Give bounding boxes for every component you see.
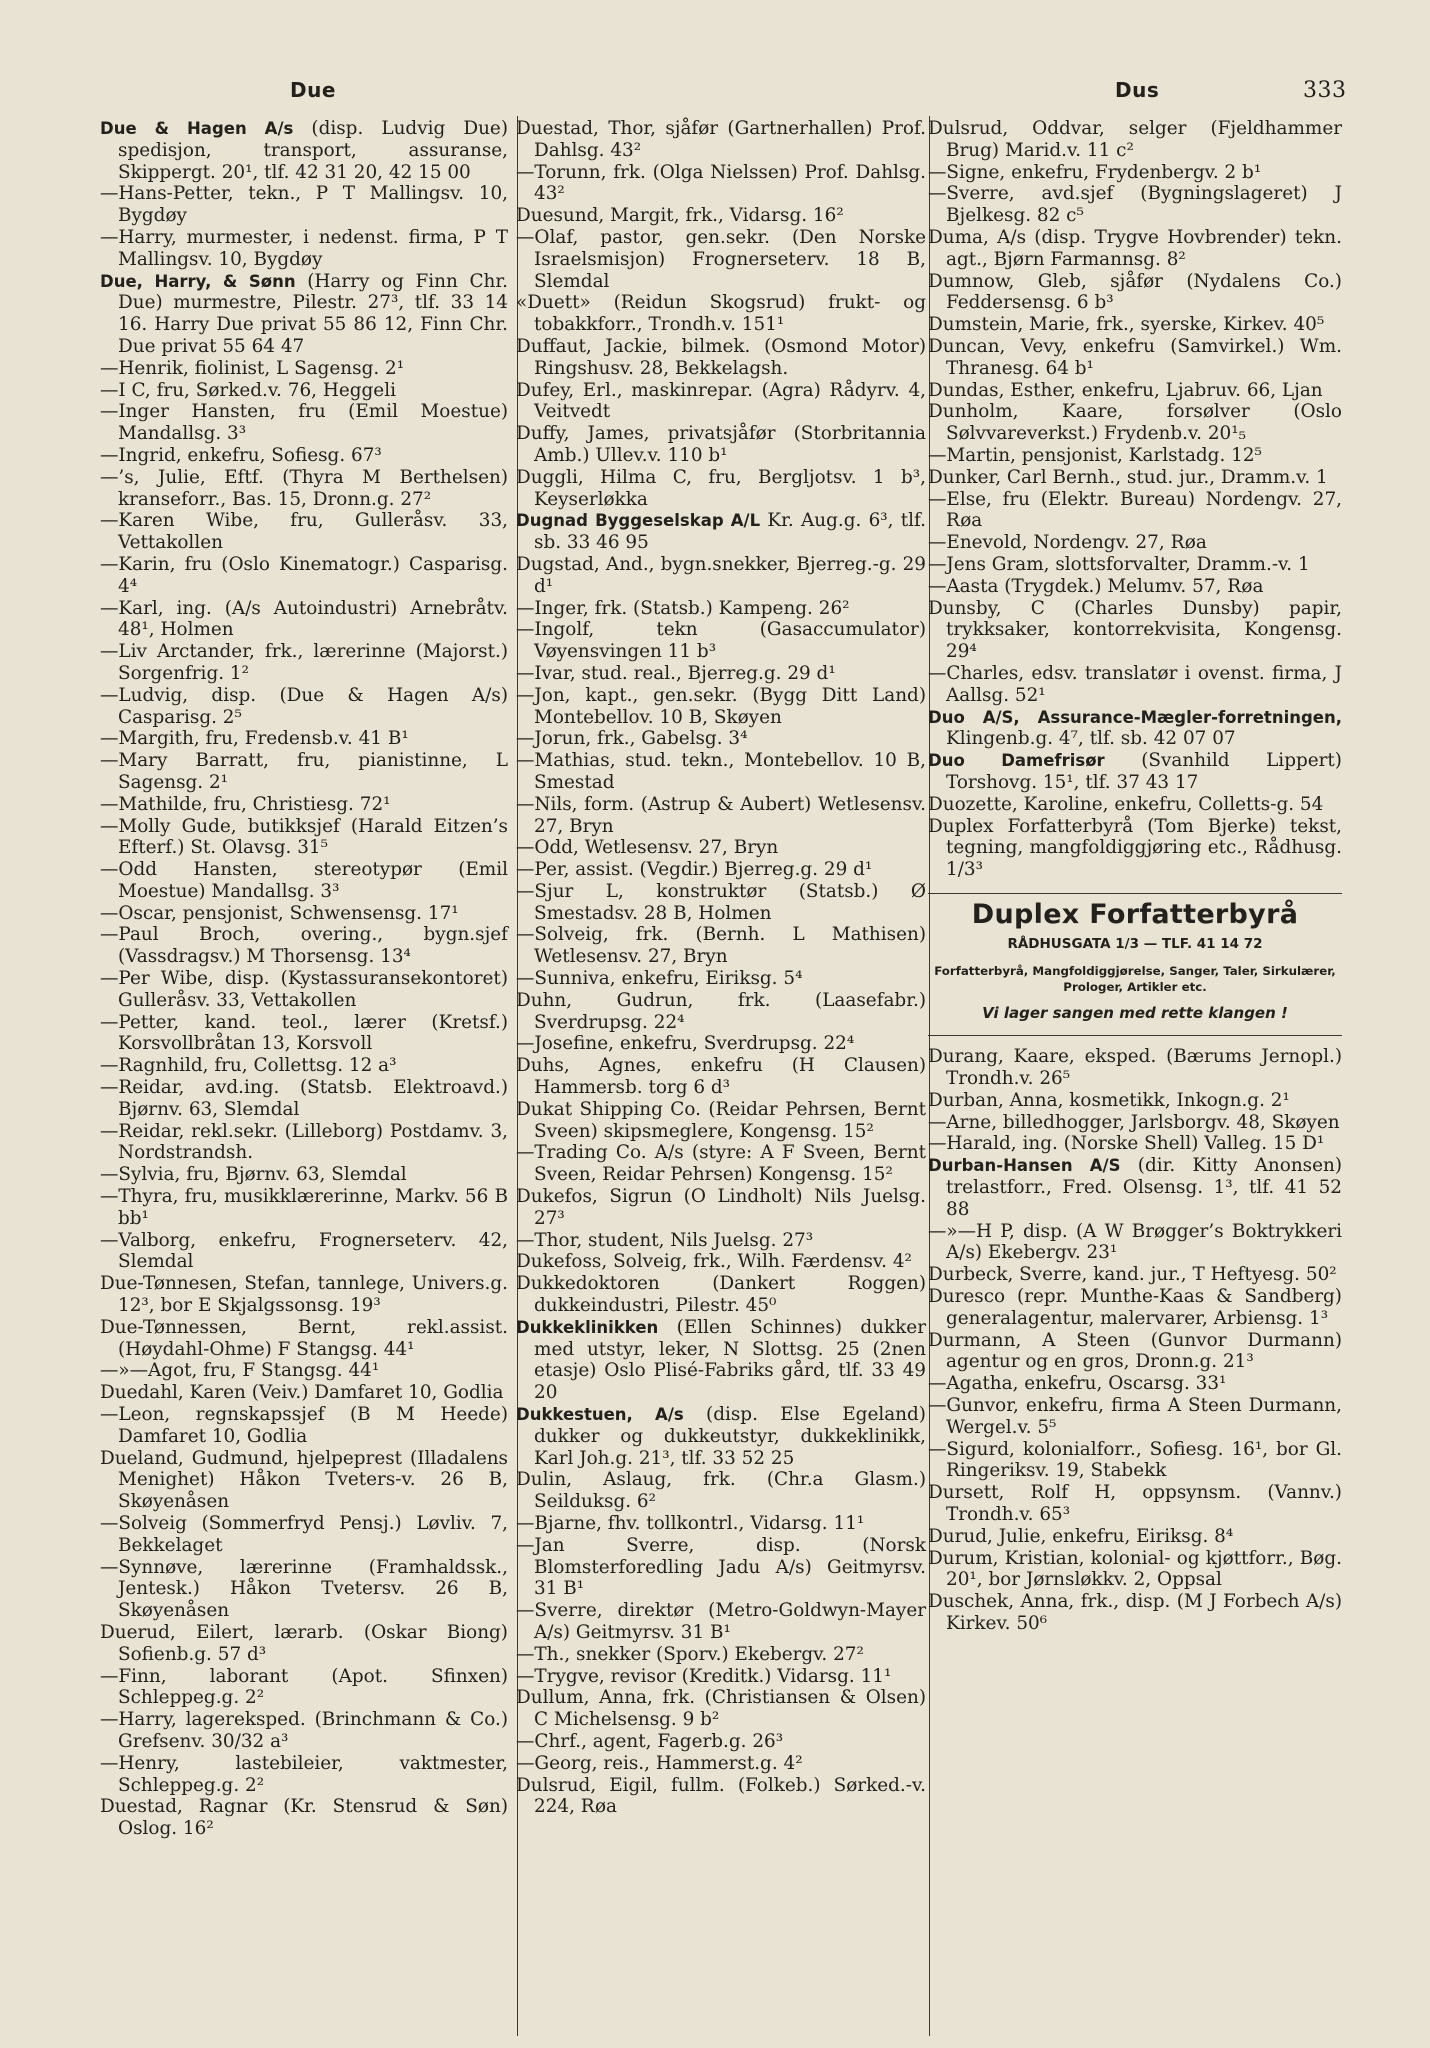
entry-text: Dundas, Esther, enkefru, Ljabruv. 66, Ljan	[928, 379, 1323, 401]
directory-entry	[100, 794, 508, 816]
directory-entry	[928, 1330, 1342, 1374]
entry-text: Dullum, Anna, frk. (Christiansen & Olsen) C Michelsensg. 9 b²	[516, 1687, 926, 1731]
column-3	[928, 118, 1342, 1635]
directory-entry	[100, 1360, 508, 1382]
directory-entry	[100, 271, 508, 358]
page-number: 333	[1303, 78, 1347, 103]
directory-entry	[928, 401, 1342, 445]
entry-text: Durang, Kaare, eksped. (Bærums Jernopl.) Trondh.v. 26⁵	[928, 1046, 1342, 1090]
entry-text: —Leon, regnskapssjef (B M Heede) Damfaret 10, Godlia	[100, 1404, 508, 1447]
directory-entry	[100, 1513, 508, 1557]
directory-entry	[516, 380, 926, 424]
directory-entry	[100, 467, 508, 511]
directory-entry	[928, 445, 1342, 467]
entry-text: —Solveig, frk. (Bernh. L Mathisen) Wetlesensv. 27, Bryn	[516, 924, 926, 968]
entry-text: —Th., snekker (Sporv.) Ekebergv. 27²	[516, 1643, 864, 1665]
entry-text: —Charles, edsv. translatør i ovenst. firma, J Aallsg. 52¹	[928, 662, 1342, 706]
entry-text: —Molly Gude, butikksjef (Harald Eitzen’s Efterf.) St. Olavsg. 31⁵	[100, 815, 508, 859]
entry-bold-name: Due, Harry, & Sønn	[100, 271, 296, 291]
directory-entry	[100, 554, 508, 598]
directory-entry	[516, 292, 926, 336]
entry-text: Klingenb.g. 4⁷, tlf. sb. 42 07 07	[946, 728, 1236, 750]
directory-entry	[516, 1251, 926, 1273]
entry-text: —Jens Gram, slottsforvalter, Dramm.-v. 1	[928, 553, 1310, 575]
directory-entry	[516, 881, 926, 925]
entry-text: —Aasta (Trygdek.) Melumv. 57, Røa	[928, 575, 1264, 597]
directory-entry	[516, 968, 926, 990]
entry-text: Duschek, Anna, frk., disp. (M J Forbech A/s) Kirkev. 50⁶	[928, 1591, 1342, 1634]
entry-text: Dukkedoktoren (Dankert Roggen) dukkeindustri, Pilestr. 45⁰	[516, 1273, 926, 1317]
directory-entry	[516, 1600, 926, 1644]
directory-entry	[100, 380, 508, 402]
directory-entry	[100, 445, 508, 467]
directory-entry	[516, 859, 926, 881]
entry-text: —Henrik, fiolinist, L Sagensg. 2¹	[100, 357, 405, 379]
entry-text: —Per Wibe, disp. (Kystassuransekontoret) Gulleråsv. 33, Vettakollen	[100, 968, 508, 1011]
header-left-keyword: Due	[290, 78, 336, 102]
entry-bold-name: Duo A/S, Assurance-Mægler-forretningen,	[928, 707, 1342, 727]
entry-text: Dumstein, Marie, frk., syerske, Kirkev. 40⁵	[928, 314, 1325, 336]
directory-entry	[928, 794, 1342, 816]
entry-text: —Ragnhild, fru, Collettsg. 12 a³	[100, 1055, 397, 1077]
directory-entry	[100, 1753, 508, 1797]
entry-text: —Else, fru (Elektr. Bureau) Nordengv. 27, Røa	[928, 488, 1342, 532]
entry-text: Dursett, Rolf H, oppsynsm. (Vannv.) Trondh.v. 65³	[928, 1482, 1342, 1526]
entry-text: Duncan, Vevy, enkefru (Samvirkel.) Wm. Thranesg. 64 b¹	[928, 335, 1342, 379]
column-3-bottom	[928, 1046, 1342, 1635]
entry-text: —Harry, murmester, i nedenst. firma, P T Mallingsv. 10, Bygdøy	[100, 226, 508, 270]
directory-entry	[100, 1317, 508, 1361]
directory-entry	[928, 576, 1342, 598]
entry-text: Dulsrud, Oddvar, selger (Fjeldhammer Brug) Marid.v. 11 c²	[928, 118, 1342, 161]
directory-entry	[516, 467, 926, 511]
directory-entry	[928, 183, 1342, 227]
entry-text: —Odd Hansten, stereotypør (Emil Moestue) Mandallsg. 3³	[100, 859, 508, 902]
directory-entry	[100, 685, 508, 729]
directory-entry	[516, 1469, 926, 1513]
entry-text: (Svanhild Lippert) Torshovg. 15¹, tlf. 37 43 17	[946, 750, 1342, 793]
entry-text: Duestad, Thor, sjåfør (Gartnerhallen) Prof. Dahlsg. 43²	[516, 118, 926, 161]
directory-entry	[516, 1731, 926, 1753]
entry-text: —Hans-Petter, tekn., P T Mallingsv. 10, Bygdøy	[100, 183, 508, 227]
entry-bold-name: Duo Damefrisør	[928, 751, 1105, 771]
entry-text: —Paul Broch, overing., bygn.sjef (Vassdragsv.) M Thorsensg. 13⁴	[100, 924, 508, 968]
entry-text: —Ingrid, enkefru, Sofiesg. 67³	[100, 444, 382, 466]
ad-description: Forfatterbyrå, Mangfoldiggjørelse, Sanger, Taler, Sirkulærer, Prologer, Artikler etc.	[934, 964, 1336, 995]
entry-bold-name: Durban-Hansen A/S	[928, 1156, 1121, 1176]
entry-text: Duma, A/s (disp. Trygve Hovbrender) tekn. agt., Bjørn Farmannsg. 8²	[928, 226, 1342, 270]
directory-entry	[928, 1548, 1342, 1592]
directory-entry	[100, 401, 508, 445]
entry-text: —Henry, lastebileier, vaktmester, Schleppeg.g. 2²	[100, 1752, 508, 1796]
column-2	[516, 118, 926, 1818]
directory-entry	[928, 380, 1342, 402]
entry-text: —Mathias, stud. tekn., Montebellov. 10 B, Smestad	[516, 750, 926, 793]
entry-text: —Sverre, avd.sjef (Bygningslageret) J Bjelkesg. 82 c⁵	[928, 183, 1342, 227]
directory-entry	[100, 1796, 508, 1840]
entry-text: —Jon, kapt., gen.sekr. (Bygg Ditt Land) Montebellov. 10 B, Skøyen	[516, 684, 926, 728]
ad-slogan: Vi lager sangen med rette klangen !	[982, 1004, 1288, 1023]
directory-entry	[516, 162, 926, 206]
duplex-advertisement	[928, 893, 1342, 1036]
entry-text: —Josefine, enkefru, Sverdrupsg. 22⁴	[516, 1033, 855, 1055]
ad-address: RÅDHUSGATA 1/3 — TLF. 41 14 72	[1007, 935, 1263, 952]
directory-entry	[928, 1046, 1342, 1090]
entry-text: —Bjarne, fhv. tollkontrl., Vidarsg. 11¹	[516, 1513, 865, 1534]
directory-entry	[928, 1090, 1342, 1112]
entry-text: «Duett» (Reidun Skogsrud) frukt- og tobakkforr., Trondh.v. 151¹	[516, 292, 926, 336]
entry-text: Dunsby, C (Charles Dunsby) papir, trykksaker, kontorrekvisita, Kongensg. 29⁴	[928, 597, 1342, 663]
entry-text: —I C, fru, Sørked.v. 76, Heggeli	[100, 379, 396, 401]
directory-entry	[516, 336, 926, 380]
entry-text: Dugstad, And., bygn.snekker, Bjerreg.-g. 29 d¹	[516, 553, 926, 597]
entry-text: —Agatha, enkefru, Oscarsg. 33¹	[928, 1373, 1227, 1395]
directory-entry	[516, 1186, 926, 1230]
directory-entry	[516, 598, 926, 620]
directory-entry	[516, 794, 926, 838]
entry-text: —»—H P, disp. (A W Brøgger’s Boktrykkeri A/s) Ekebergv. 23¹	[928, 1220, 1342, 1264]
directory-entry	[100, 1121, 508, 1165]
entry-text: Dunker, Carl Bernh., stud. jur., Dramm.v. 1	[928, 466, 1328, 488]
entry-text: —Chrf., agent, Fagerb.g. 26³	[516, 1730, 784, 1752]
directory-entry	[516, 1230, 926, 1252]
entry-text: (disp. Else Egeland) dukker og dukkeutstyr, dukkeklinikk, Karl Joh.g. 21³, tlf. 33 52 25	[534, 1404, 926, 1469]
directory-entry	[516, 1055, 926, 1099]
entry-text: —»—Agot, fru, F Stangsg. 44¹	[100, 1360, 380, 1382]
entry-text: —Synnøve, lærerinne (Framhaldssk., Jentesk.) Håkon Tvetersv. 26 B, Skøyenåsen	[100, 1556, 508, 1622]
entry-text: —Reidar, avd.ing. (Statsb. Elektroavd.) Bjørnv. 63, Slemdal	[100, 1077, 508, 1120]
entry-text: Duesund, Margit, frk., Vidarsg. 16²	[516, 205, 844, 227]
entry-text: —Ingolf, tekn (Gasaccumulator) Vøyensvingen 11 b³	[516, 619, 926, 663]
entry-text: Durum, Kristian, kolonial- og kjøttforr., Bøg. 20¹, bor Jørnsløkkv. 2, Oppsal	[928, 1547, 1342, 1591]
directory-entry	[516, 118, 926, 162]
entry-text: —Trygve, revisor (Kreditk.) Vidarsg. 11¹	[516, 1665, 892, 1687]
directory-entry	[928, 162, 1342, 184]
directory-entry	[516, 924, 926, 968]
entry-text: —Sjur L, konstruktør (Statsb.) Ø Smestadsv. 28 B, Holmen	[516, 880, 926, 924]
entry-text: —Mary Barratt, fru, pianistinne, L Sagensg. 2¹	[100, 750, 508, 793]
entry-text: Duozette, Karoline, enkefru, Colletts-g. 54	[928, 793, 1324, 815]
directory-entry	[100, 728, 508, 750]
directory-entry	[516, 510, 926, 554]
directory-entry	[100, 1077, 508, 1121]
directory-entry	[928, 1112, 1342, 1134]
directory-entry	[100, 1666, 508, 1710]
entry-text: Dukefoss, Solveig, frk., Wilh. Færdensv. 4²	[516, 1251, 912, 1273]
directory-entry	[928, 118, 1342, 162]
entry-text: Duerud, Eilert, lærarb. (Oskar Biong) Sofienb.g. 57 d³	[100, 1621, 508, 1665]
header-right-keyword: Dus	[1115, 78, 1160, 102]
directory-entry	[516, 663, 926, 685]
directory-entry	[516, 750, 926, 794]
directory-entry	[928, 1591, 1342, 1635]
entry-text: —Arne, billedhogger, Jarlsborgv. 48, Skøyen	[928, 1111, 1340, 1133]
directory-entry	[928, 227, 1342, 271]
entry-text: —Enevold, Nordengv. 27, Røa	[928, 532, 1207, 554]
directory-entry	[516, 685, 926, 729]
directory-entry	[100, 1012, 508, 1056]
entry-text: Due-Tønnessen, Bernt, rekl.assist. (Høydahl-Ohme) F Stangsg. 44¹	[100, 1316, 508, 1360]
directory-entry	[516, 619, 926, 663]
entry-text: —Per, assist. (Vegdir.) Bjerreg.g. 29 d¹	[516, 859, 873, 881]
directory-entry	[516, 1666, 926, 1688]
column-1	[100, 118, 508, 1840]
entry-text: Duhn, Gudrun, frk. (Laasefabr.) Sverdrupsg. 22⁴	[516, 989, 926, 1033]
directory-entry	[100, 1448, 508, 1513]
entry-text: —Liv Arctander, frk., lærerinne (Majorst.) Sorgenfrig. 1²	[100, 641, 508, 684]
directory-entry	[516, 423, 926, 467]
entry-text: —Karl, ing. (A/s Autoindustri) Arnebråtv. 48¹, Holmen	[100, 597, 508, 641]
directory-entry	[928, 816, 1342, 881]
directory-entry	[100, 598, 508, 642]
directory-entry	[100, 118, 508, 183]
entry-text: —Oscar, pensjonist, Schwensensg. 17¹	[100, 902, 459, 924]
directory-entry	[100, 1186, 508, 1230]
entry-text: —Nils, form. (Astrup & Aubert) Wetlesensv. 27, Bryn	[516, 793, 926, 837]
directory-entry	[928, 1439, 1342, 1483]
directory-entry	[928, 1526, 1342, 1548]
entry-text: —Margith, fru, Fredensb.v. 41 B¹	[100, 728, 409, 750]
entry-text: —Sverre, direktør (Metro-Goldwyn-Mayer A/s) Geitmyrsv. 31 B¹	[516, 1600, 926, 1643]
directory-entry	[100, 859, 508, 903]
directory-entry	[100, 1164, 508, 1186]
entry-bold-name: Dukkestuen, A/s	[516, 1405, 684, 1425]
ad-title: Duplex Forfatterbyrå	[971, 898, 1299, 930]
directory-entry	[100, 816, 508, 860]
directory-entry	[516, 227, 926, 292]
entry-text: —Sunniva, enkefru, Eiriksg. 5⁴	[516, 968, 803, 990]
directory-entry	[928, 532, 1342, 554]
entry-text: —Jorun, frk., Gabelsg. 3⁴	[516, 728, 748, 750]
directory-entry	[100, 1709, 508, 1753]
entry-text: —Ivar, stud. real., Bjerreg.g. 29 d¹	[516, 662, 836, 684]
entry-text: Duresco (repr. Munthe-Kaas & Sandberg) generalagentur, malervarer, Arbiensg. 1³	[928, 1286, 1342, 1329]
entry-text: Dukefos, Sigrun (O Lindholt) Nils Juelsg. 27³	[516, 1186, 926, 1229]
entry-text: —Inger, frk. (Statsb.) Kampeng. 26²	[516, 597, 850, 619]
entry-text: (Harry og Finn Chr. Due) murmestre, Pilestr. 27³, tlf. 33 14 16. Harry Due privat 55 86 12, Finn Chr. Due privat 55 64 47	[118, 270, 508, 357]
directory-entry	[100, 1055, 508, 1077]
entry-text: Duhs, Agnes, enkefru (H Clausen) Hammersb. torg 6 d³	[516, 1055, 926, 1099]
entry-text: —Olaf, pastor, gen.sekr. (Den Norske Israelsmisjon) Frognerseterv. 18 B, Slemdal	[516, 226, 926, 292]
directory-entry	[928, 271, 1342, 315]
directory-entry	[516, 1513, 926, 1535]
entry-text: —Georg, reis., Hammerst.g. 4²	[516, 1752, 803, 1774]
directory-entry	[100, 903, 508, 925]
entry-text: Dumnow, Gleb, sjåfør (Nydalens Co.) Feddersensg. 6 b³	[928, 270, 1342, 314]
entry-text: —Finn, laborant (Apot. Sfinxen) Schleppeg.g. 2²	[100, 1665, 508, 1709]
directory-entry	[100, 227, 508, 271]
directory-entry	[928, 1133, 1342, 1155]
entry-text: Due-Tønnesen, Stefan, tannlege, Univers.g. 12³, bor E Skjalgssonsg. 19³	[100, 1273, 508, 1317]
directory-entry	[516, 1644, 926, 1666]
entry-text: —Valborg, enkefru, Frognerseterv. 42, Slemdal	[100, 1229, 508, 1273]
entry-text: (Ellen Schinnes) dukker med utstyr, leker, N Slottsg. 25 (2nen etasje) Oslo Plisé-Fabriks gård, tlf. 33 49 20	[534, 1316, 926, 1404]
entry-text: Dunholm, Kaare, forsølver (Oslo Sølvvareverkst.) Frydenb.v. 20¹₅	[928, 401, 1342, 445]
entry-text: Dufey, Erl., maskinrepar. (Agra) Rådyrv. 4, Veitvedt	[516, 379, 926, 423]
directory-entry	[100, 1404, 508, 1448]
directory-entry	[516, 1033, 926, 1055]
entry-text: —Karin, fru (Oslo Kinematogr.) Casparisg. 4⁴	[100, 553, 508, 597]
directory-entry	[928, 1373, 1342, 1395]
directory-entry	[516, 1687, 926, 1731]
directory-entry	[928, 489, 1342, 533]
entry-text: —Harald, ing. (Norske Shell) Valleg. 15 D¹	[928, 1133, 1325, 1155]
directory-entry	[100, 183, 508, 227]
entry-text: —Karen Wibe, fru, Gulleråsv. 33, Vettakollen	[100, 510, 508, 554]
entry-text: —Mathilde, fru, Christiesg. 72¹	[100, 793, 391, 815]
entry-text: —Thor, student, Nils Juelsg. 27³	[516, 1229, 814, 1251]
entry-text: (disp. Ludvig Due) spedisjon, transport, assuranse, Skippergt. 20¹, tlf. 42 31 20, 42 15 00	[118, 118, 508, 183]
directory-entry	[516, 990, 926, 1034]
directory-entry	[928, 467, 1342, 489]
entry-text: Dulsrud, Eigil, fullm. (Folkeb.) Sørked.-v. 224, Røa	[516, 1774, 926, 1818]
directory-entry	[100, 641, 508, 685]
directory-entry	[928, 1264, 1342, 1286]
entry-text: Durbeck, Sverre, kand. jur., T Heftyesg. 50²	[928, 1264, 1337, 1286]
entry-text: —Sylvia, fru, Bjørnv. 63, Slemdal	[100, 1164, 407, 1186]
directory-entry	[928, 1286, 1342, 1330]
entry-text: —Jan Sverre, disp. (Norsk Blomsterforedling Jadu A/s) Geitmyrsv. 31 B¹	[516, 1534, 926, 1600]
entry-text: —Trading Co. A/s (styre: A F Sveen, Bernt Sveen, Reidar Pehrsen) Kongensg. 15²	[516, 1142, 926, 1186]
directory-entry	[516, 1775, 926, 1819]
directory-entry	[516, 837, 926, 859]
entry-text: —Ludvig, disp. (Due & Hagen A/s) Casparisg. 2⁵	[100, 684, 508, 728]
entry-text: Durban, Anna, kosmetikk, Inkogn.g. 2¹	[928, 1089, 1290, 1111]
entry-text: —Torunn, frk. (Olga Nielssen) Prof. Dahlsg. 43²	[516, 161, 926, 205]
directory-entry	[928, 554, 1342, 576]
directory-entry	[928, 336, 1342, 380]
directory-entry	[928, 1395, 1342, 1439]
entry-text: —Inger Hansten, fru (Emil Moestue) Mandallsg. 3³	[100, 401, 508, 445]
directory-entry	[928, 598, 1342, 663]
directory-entry	[100, 1230, 508, 1274]
directory-entry	[516, 1404, 926, 1469]
entry-text: —Petter, kand. teol., lærer (Kretsf.) Korsvollbråtan 13, Korsvoll	[100, 1011, 508, 1055]
directory-entry	[928, 1482, 1342, 1526]
column-3-top	[928, 118, 1342, 881]
entry-text: —Harry, lagereksped. (Brinchmann & Co.) Grefsenv. 30/32 a³	[100, 1709, 508, 1752]
directory-entry	[100, 750, 508, 794]
entry-bold-name: Due & Hagen A/s	[100, 119, 294, 138]
entry-text: —Gunvor, enkefru, firma A Steen Durmann, Wergel.v. 5⁵	[928, 1395, 1342, 1438]
entry-text: Kr. Aug.g. 6³, tlf. sb. 33 46 95	[534, 510, 927, 554]
entry-text: Duedahl, Karen (Veiv.) Damfaret 10, Godlia	[100, 1382, 504, 1404]
directory-entry	[100, 968, 508, 1012]
entry-text: Duplex Forfatterbyrå (Tom Bjerke) tekst, tegning, mangfoldiggjøring etc., Rådhusg. 1/3³	[928, 815, 1342, 881]
entry-text: Duffaut, Jackie, bilmek. (Osmond Motor) Ringshusv. 28, Bekkelagsh.	[516, 335, 926, 379]
entry-text: Duffy, James, privatsjåfør (Storbritannia Amb.) Ullev.v. 110 b¹	[516, 423, 926, 466]
directory-entry	[100, 924, 508, 968]
directory-entry	[516, 1142, 926, 1186]
directory-entry	[516, 1317, 926, 1404]
entry-text: —Odd, Wetlesensv. 27, Bryn	[516, 837, 779, 859]
entry-text: Dulin, Aslaug, frk. (Chr.a Glasm.) Seilduksg. 6²	[516, 1469, 926, 1513]
directory-entry	[928, 1221, 1342, 1265]
directory-entry	[928, 750, 1342, 794]
entry-text: —Reidar, rekl.sekr. (Lilleborg) Postdamv. 3, Nordstrandsh.	[100, 1120, 508, 1164]
entry-text: —’s, Julie, Eftf. (Thyra M Berthelsen) kranseforr., Bas. 15, Dronn.g. 27²	[100, 466, 508, 510]
directory-entry	[100, 1622, 508, 1666]
directory-entry	[928, 1155, 1342, 1220]
entry-text: Durud, Julie, enkefru, Eiriksg. 8⁴	[928, 1525, 1234, 1547]
entry-text: Duestad, Ragnar (Kr. Stensrud & Søn) Oslog. 16²	[100, 1796, 508, 1840]
directory-entry	[100, 1557, 508, 1622]
entry-text: Dukat Shipping Co. (Reidar Pehrsen, Bernt Sveen) skipsmeglere, Kongensg. 15²	[516, 1098, 926, 1142]
entry-text: —Thyra, fru, musikklærerinne, Markv. 56 B bb¹	[100, 1186, 508, 1229]
directory-entry	[928, 314, 1342, 336]
directory-entry	[100, 358, 508, 380]
entry-bold-name: Dukkeklinikken	[516, 1317, 659, 1337]
entry-text: Durmann, A Steen (Gunvor Durmann) agentur og en gros, Dronn.g. 21³	[928, 1329, 1342, 1373]
entry-text: —Solveig (Sommerfryd Pensj.) Løvliv. 7, Bekkelaget	[100, 1513, 508, 1556]
entry-text: —Martin, pensjonist, Karlstadg. 12⁵	[928, 444, 1262, 466]
entry-text: (dir. Kitty Anonsen) trelastforr., Fred. Olsensg. 1³, tlf. 41 52 88	[946, 1155, 1343, 1220]
directory-entry	[516, 205, 926, 227]
directory-entry	[516, 1753, 926, 1775]
directory-entry	[516, 1273, 926, 1317]
directory-entry	[516, 1099, 926, 1143]
directory-entry	[516, 728, 926, 750]
entry-text: Dueland, Gudmund, hjelpeprest (Illadalens Menighet) Håkon Tveters-v. 26 B, Skøyenåsen	[100, 1447, 508, 1513]
directory-entry	[100, 510, 508, 554]
directory-entry	[928, 663, 1342, 707]
directory-entry	[928, 707, 1342, 751]
directory-entry	[516, 554, 926, 598]
entry-text: —Signe, enkefru, Frydenbergv. 2 b¹	[928, 161, 1262, 183]
directory-entry	[100, 1273, 508, 1317]
entry-text: Duggli, Hilma C, fru, Bergljotsv. 1 b³, Keyserløkka	[516, 466, 926, 510]
entry-text: —Sigurd, kolonialforr., Sofiesg. 16¹, bor Gl. Ringeriksv. 19, Stabekk	[928, 1438, 1342, 1482]
entry-bold-name: Dugnad Byggeselskap A/L	[516, 511, 761, 531]
directory-entry	[100, 1382, 508, 1404]
directory-entry	[516, 1535, 926, 1600]
